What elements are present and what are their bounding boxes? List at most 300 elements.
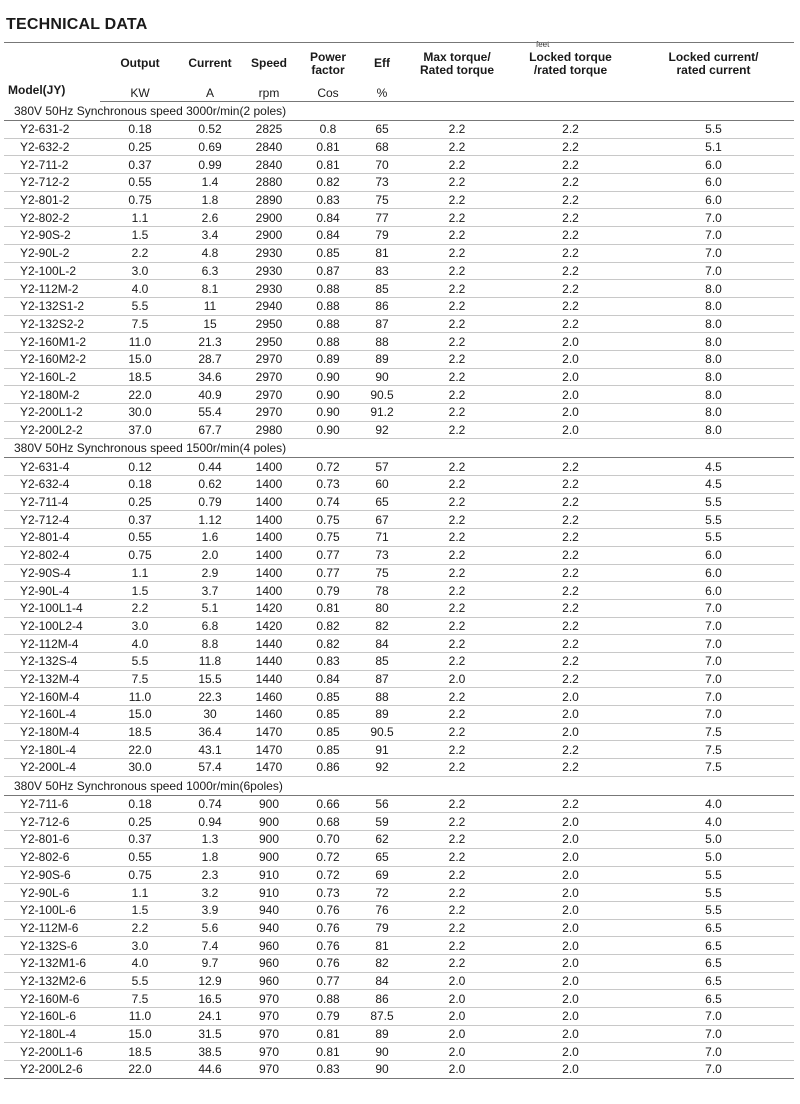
model-cell: Y2-90L-4	[4, 582, 100, 600]
locked-current-cell: 5.5	[633, 493, 794, 511]
model-cell: Y2-180M-4	[4, 723, 100, 741]
power-factor-cell: 0.82	[298, 617, 358, 635]
locked-current-cell: 4.5	[633, 476, 794, 494]
eff-cell: 87	[358, 670, 406, 688]
table-row	[4, 1008, 794, 1026]
model-cell: Y2-180M-2	[4, 386, 100, 404]
current-cell: 1.8	[180, 191, 240, 209]
locked-current-cell: 6.5	[633, 919, 794, 937]
table-row	[4, 350, 794, 368]
speed-cell: 2970	[240, 368, 298, 386]
current-cell: 6.8	[180, 617, 240, 635]
eff-cell: 89	[358, 706, 406, 724]
output-cell: 18.5	[100, 723, 180, 741]
power-factor-cell: 0.77	[298, 564, 358, 582]
eff-cell: 73	[358, 546, 406, 564]
header-unit-row	[4, 84, 794, 102]
table-row	[4, 652, 794, 670]
model-cell: Y2-711-2	[4, 156, 100, 174]
model-cell: Y2-160L-2	[4, 368, 100, 386]
model-cell: Y2-100L-2	[4, 262, 100, 280]
output-cell: 7.5	[100, 670, 180, 688]
speed-cell: 1470	[240, 723, 298, 741]
eff-cell: 88	[358, 688, 406, 706]
max-torque-cell: 2.2	[406, 937, 508, 955]
speed-cell: 1460	[240, 688, 298, 706]
speed-cell: 2980	[240, 421, 298, 439]
locked-torque-cell: 2.2	[508, 315, 633, 333]
output-cell: 4.0	[100, 280, 180, 298]
eff-cell: 76	[358, 901, 406, 919]
model-column-header: Model(JY)	[4, 43, 100, 102]
table-row	[4, 813, 794, 831]
locked-current-cell: 6.0	[633, 191, 794, 209]
current-cell: 0.44	[180, 458, 240, 476]
unit-max-torque	[406, 84, 508, 102]
locked-current-cell: 7.5	[633, 723, 794, 741]
speed-cell: 2930	[240, 244, 298, 262]
max-torque-cell: 2.0	[406, 1025, 508, 1043]
power-factor-cell: 0.79	[298, 1008, 358, 1026]
table-row	[4, 635, 794, 653]
current-cell: 1.8	[180, 848, 240, 866]
locked-current-cell: 6.0	[633, 174, 794, 192]
speed-cell: 1400	[240, 582, 298, 600]
output-cell: 2.2	[100, 244, 180, 262]
column-header-label: Output	[120, 56, 160, 70]
eff-cell: 92	[358, 421, 406, 439]
locked-torque-cell: 2.0	[508, 688, 633, 706]
max-torque-cell: 2.2	[406, 635, 508, 653]
locked-current-cell: 6.0	[633, 582, 794, 600]
locked-torque-cell: 2.2	[508, 670, 633, 688]
output-cell: 1.1	[100, 884, 180, 902]
table-row	[4, 209, 794, 227]
locked-torque-cell: 2.0	[508, 884, 633, 902]
model-cell: Y2-712-4	[4, 511, 100, 529]
output-cell: 11.0	[100, 1008, 180, 1026]
power-factor-cell: 0.88	[298, 297, 358, 315]
table-row	[4, 280, 794, 298]
locked-torque-cell: 2.2	[508, 546, 633, 564]
column-header-label: Locked current/ rated current	[668, 49, 759, 77]
power-factor-cell: 0.76	[298, 937, 358, 955]
output-cell: 22.0	[100, 1061, 180, 1079]
locked-current-cell: 7.0	[633, 635, 794, 653]
speed-cell: 960	[240, 972, 298, 990]
model-cell: Y2-160M1-2	[4, 333, 100, 351]
eff-cell: 81	[358, 244, 406, 262]
eff-cell: 86	[358, 990, 406, 1008]
model-cell: Y2-200L-4	[4, 759, 100, 777]
power-factor-cell: 0.90	[298, 421, 358, 439]
current-cell: 67.7	[180, 421, 240, 439]
table-row	[4, 795, 794, 813]
locked-current-cell: 7.0	[633, 670, 794, 688]
model-cell: Y2-712-2	[4, 174, 100, 192]
max-torque-cell: 2.2	[406, 759, 508, 777]
locked-torque-cell: 2.2	[508, 582, 633, 600]
table-row	[4, 493, 794, 511]
output-cell: 18.5	[100, 1043, 180, 1061]
table-row	[4, 262, 794, 280]
locked-torque-cell: 2.2	[508, 262, 633, 280]
model-cell: Y2-160M2-2	[4, 350, 100, 368]
current-cell: 2.3	[180, 866, 240, 884]
max-torque-cell: 2.2	[406, 723, 508, 741]
power-factor-cell: 0.70	[298, 831, 358, 849]
locked-current-cell: 4.5	[633, 458, 794, 476]
table-row	[4, 884, 794, 902]
eff-cell: 72	[358, 884, 406, 902]
locked-current-cell: 6.5	[633, 954, 794, 972]
eff-cell: 90	[358, 1061, 406, 1079]
power-factor-cell: 0.73	[298, 884, 358, 902]
model-cell: Y2-711-4	[4, 493, 100, 511]
speed-cell: 1400	[240, 546, 298, 564]
power-factor-cell: 0.87	[298, 262, 358, 280]
max-torque-cell: 2.2	[406, 227, 508, 245]
locked-torque-cell: 2.0	[508, 1061, 633, 1079]
output-cell: 0.18	[100, 476, 180, 494]
max-torque-cell: 2.2	[406, 386, 508, 404]
speed-cell: 2930	[240, 280, 298, 298]
table-row	[4, 990, 794, 1008]
power-factor-cell: 0.84	[298, 670, 358, 688]
model-cell: Y2-132S2-2	[4, 315, 100, 333]
locked-current-cell: 7.0	[633, 262, 794, 280]
eff-cell: 85	[358, 280, 406, 298]
table-row	[4, 848, 794, 866]
max-torque-cell: 2.0	[406, 990, 508, 1008]
output-cell: 1.5	[100, 901, 180, 919]
power-factor-cell: 0.81	[298, 156, 358, 174]
output-cell: 0.55	[100, 529, 180, 547]
output-cell: 0.37	[100, 156, 180, 174]
table-row	[4, 121, 794, 139]
current-cell: 11.8	[180, 652, 240, 670]
speed-cell: 1400	[240, 511, 298, 529]
model-cell: Y2-132M-4	[4, 670, 100, 688]
locked-torque-cell: 2.2	[508, 599, 633, 617]
locked-torque-cell: 2.0	[508, 972, 633, 990]
output-cell: 0.12	[100, 458, 180, 476]
power-factor-cell: 0.76	[298, 919, 358, 937]
model-cell: Y2-802-4	[4, 546, 100, 564]
eff-cell: 84	[358, 635, 406, 653]
model-cell: Y2-112M-4	[4, 635, 100, 653]
output-cell: 4.0	[100, 954, 180, 972]
locked-current-cell: 7.0	[633, 1025, 794, 1043]
max-torque-cell: 2.0	[406, 1061, 508, 1079]
eff-cell: 82	[358, 954, 406, 972]
output-cell: 0.25	[100, 493, 180, 511]
power-factor-cell: 0.81	[298, 599, 358, 617]
output-cell: 1.5	[100, 227, 180, 245]
current-cell: 28.7	[180, 350, 240, 368]
column-header-power-factor	[298, 43, 358, 85]
table-row	[4, 617, 794, 635]
power-factor-cell: 0.74	[298, 493, 358, 511]
model-cell: Y2-632-2	[4, 138, 100, 156]
locked-torque-cell: 2.0	[508, 1043, 633, 1061]
column-header-label: Power factor	[309, 49, 346, 77]
table-row	[4, 599, 794, 617]
max-torque-cell: 2.0	[406, 1008, 508, 1026]
table-row	[4, 741, 794, 759]
model-cell: Y2-90L-6	[4, 884, 100, 902]
output-cell: 5.5	[100, 972, 180, 990]
power-factor-cell: 0.85	[298, 244, 358, 262]
eff-cell: 75	[358, 564, 406, 582]
max-torque-cell: 2.2	[406, 121, 508, 139]
current-cell: 1.3	[180, 831, 240, 849]
locked-torque-cell: 2.0	[508, 954, 633, 972]
current-cell: 15	[180, 315, 240, 333]
speed-cell: 2940	[240, 297, 298, 315]
locked-torque-cell: 2.0	[508, 831, 633, 849]
max-torque-cell: 2.2	[406, 652, 508, 670]
eff-cell: 78	[358, 582, 406, 600]
speed-cell: 1440	[240, 670, 298, 688]
speed-cell: 1440	[240, 652, 298, 670]
speed-cell: 1400	[240, 564, 298, 582]
model-cell: Y2-802-6	[4, 848, 100, 866]
power-factor-cell: 0.88	[298, 280, 358, 298]
output-cell: 5.5	[100, 652, 180, 670]
current-cell: 24.1	[180, 1008, 240, 1026]
max-torque-cell: 2.2	[406, 582, 508, 600]
speed-cell: 900	[240, 848, 298, 866]
locked-torque-cell: 2.0	[508, 901, 633, 919]
unit-eff: %	[358, 84, 406, 102]
speed-cell: 940	[240, 919, 298, 937]
model-cell: Y2-132S-6	[4, 937, 100, 955]
power-factor-cell: 0.89	[298, 350, 358, 368]
power-factor-cell: 0.85	[298, 741, 358, 759]
header-label-row	[4, 43, 794, 85]
unit-output: KW	[100, 84, 180, 102]
locked-current-cell: 7.0	[633, 706, 794, 724]
section-header-row	[4, 776, 794, 795]
power-factor-cell: 0.72	[298, 848, 358, 866]
power-factor-cell: 0.72	[298, 458, 358, 476]
locked-current-cell: 6.0	[633, 564, 794, 582]
section-title: 380V 50Hz Synchronous speed 1500r/min(4 poles)	[4, 439, 794, 458]
power-factor-cell: 0.73	[298, 476, 358, 494]
locked-current-cell: 6.5	[633, 972, 794, 990]
power-factor-cell: 0.76	[298, 954, 358, 972]
output-cell: 1.1	[100, 564, 180, 582]
section-header-row	[4, 439, 794, 458]
power-factor-cell: 0.72	[298, 866, 358, 884]
eff-cell: 59	[358, 813, 406, 831]
max-torque-cell: 2.2	[406, 706, 508, 724]
model-cell: Y2-160M-4	[4, 688, 100, 706]
speed-cell: 970	[240, 1025, 298, 1043]
locked-current-cell: 7.0	[633, 617, 794, 635]
current-cell: 44.6	[180, 1061, 240, 1079]
power-factor-cell: 0.75	[298, 529, 358, 547]
model-cell: Y2-100L-6	[4, 901, 100, 919]
current-cell: 5.1	[180, 599, 240, 617]
speed-cell: 1400	[240, 529, 298, 547]
table-row	[4, 1061, 794, 1079]
model-cell: Y2-200L1-6	[4, 1043, 100, 1061]
locked-current-cell: 7.5	[633, 741, 794, 759]
speed-cell: 2840	[240, 156, 298, 174]
table-body	[4, 102, 794, 1079]
output-cell: 0.37	[100, 831, 180, 849]
max-torque-cell: 2.2	[406, 138, 508, 156]
locked-torque-cell: 2.0	[508, 404, 633, 422]
output-cell: 11.0	[100, 333, 180, 351]
current-cell: 43.1	[180, 741, 240, 759]
model-cell: Y2-200L2-2	[4, 421, 100, 439]
current-cell: 40.9	[180, 386, 240, 404]
locked-current-cell: 5.5	[633, 121, 794, 139]
locked-torque-cell: 2.2	[508, 759, 633, 777]
output-cell: 22.0	[100, 386, 180, 404]
speed-cell: 1420	[240, 617, 298, 635]
power-factor-cell: 0.88	[298, 315, 358, 333]
locked-torque-cell: 2.0	[508, 333, 633, 351]
table-row	[4, 227, 794, 245]
column-header-locked-current	[633, 43, 794, 85]
output-cell: 30.0	[100, 759, 180, 777]
eff-cell: 70	[358, 156, 406, 174]
max-torque-cell: 2.2	[406, 919, 508, 937]
current-cell: 16.5	[180, 990, 240, 1008]
max-torque-cell: 2.2	[406, 209, 508, 227]
max-torque-cell: 2.2	[406, 564, 508, 582]
locked-torque-cell: 2.2	[508, 652, 633, 670]
eff-cell: 62	[358, 831, 406, 849]
current-cell: 7.4	[180, 937, 240, 955]
locked-current-cell: 6.0	[633, 156, 794, 174]
model-cell: Y2-90S-2	[4, 227, 100, 245]
table-row	[4, 244, 794, 262]
output-cell: 22.0	[100, 741, 180, 759]
locked-current-cell: 5.5	[633, 529, 794, 547]
max-torque-cell: 2.2	[406, 831, 508, 849]
max-torque-cell: 2.2	[406, 333, 508, 351]
max-torque-cell: 2.2	[406, 368, 508, 386]
max-torque-cell: 2.2	[406, 546, 508, 564]
output-cell: 0.75	[100, 546, 180, 564]
table-row	[4, 297, 794, 315]
column-header-speed	[240, 43, 298, 85]
model-cell: Y2-132S1-2	[4, 297, 100, 315]
power-factor-cell: 0.68	[298, 813, 358, 831]
power-factor-cell: 0.79	[298, 582, 358, 600]
current-cell: 8.1	[180, 280, 240, 298]
eff-cell: 77	[358, 209, 406, 227]
output-cell: 0.25	[100, 813, 180, 831]
max-torque-cell: 2.2	[406, 156, 508, 174]
locked-torque-cell: 2.2	[508, 227, 633, 245]
output-cell: 1.5	[100, 582, 180, 600]
column-header-output	[100, 43, 180, 85]
locked-torque-cell: 2.2	[508, 244, 633, 262]
output-cell: 3.0	[100, 262, 180, 280]
locked-torque-cell: 2.2	[508, 476, 633, 494]
speed-cell: 2970	[240, 386, 298, 404]
table-row	[4, 368, 794, 386]
speed-cell: 1400	[240, 476, 298, 494]
locked-current-cell: 8.0	[633, 386, 794, 404]
model-cell: Y2-90S-4	[4, 564, 100, 582]
locked-torque-cell: 2.0	[508, 1008, 633, 1026]
locked-current-cell: 5.5	[633, 866, 794, 884]
output-cell: 1.1	[100, 209, 180, 227]
speed-cell: 1470	[240, 741, 298, 759]
table-row	[4, 458, 794, 476]
max-torque-cell: 2.2	[406, 191, 508, 209]
locked-torque-cell: 2.0	[508, 866, 633, 884]
table-row	[4, 138, 794, 156]
current-cell: 22.3	[180, 688, 240, 706]
current-cell: 0.99	[180, 156, 240, 174]
locked-torque-cell: 2.2	[508, 529, 633, 547]
eff-cell: 91	[358, 741, 406, 759]
model-cell: Y2-100L1-4	[4, 599, 100, 617]
power-factor-cell: 0.82	[298, 174, 358, 192]
locked-torque-cell: 2.2	[508, 121, 633, 139]
eff-cell: 82	[358, 617, 406, 635]
power-factor-cell: 0.83	[298, 652, 358, 670]
current-cell: 0.94	[180, 813, 240, 831]
max-torque-cell: 2.2	[406, 599, 508, 617]
current-cell: 34.6	[180, 368, 240, 386]
column-header-current	[180, 43, 240, 85]
unit-locked-torque	[508, 84, 633, 102]
eff-cell: 87	[358, 315, 406, 333]
current-cell: 0.79	[180, 493, 240, 511]
output-cell: 0.18	[100, 121, 180, 139]
current-cell: 3.2	[180, 884, 240, 902]
max-torque-cell: 2.0	[406, 1043, 508, 1061]
model-cell: Y2-711-6	[4, 795, 100, 813]
page-title: TECHNICAL DATA	[6, 16, 148, 33]
model-cell: Y2-631-4	[4, 458, 100, 476]
current-cell: 4.8	[180, 244, 240, 262]
power-factor-cell: 0.90	[298, 368, 358, 386]
speed-cell: 970	[240, 1061, 298, 1079]
output-cell: 0.25	[100, 138, 180, 156]
output-cell: 2.2	[100, 599, 180, 617]
speed-cell: 2950	[240, 333, 298, 351]
eff-cell: 91.2	[358, 404, 406, 422]
output-cell: 0.37	[100, 511, 180, 529]
current-cell: 5.6	[180, 919, 240, 937]
table-row	[4, 511, 794, 529]
eff-cell: 92	[358, 759, 406, 777]
locked-current-cell: 5.5	[633, 511, 794, 529]
output-cell: 11.0	[100, 688, 180, 706]
locked-torque-cell: 2.2	[508, 174, 633, 192]
model-cell: Y2-801-2	[4, 191, 100, 209]
max-torque-cell: 2.2	[406, 866, 508, 884]
column-header-locked-torque	[508, 43, 633, 85]
max-torque-cell: 2.2	[406, 262, 508, 280]
technical-data-table	[4, 42, 794, 1079]
eff-cell: 80	[358, 599, 406, 617]
model-cell: Y2-132M1-6	[4, 954, 100, 972]
power-factor-cell: 0.66	[298, 795, 358, 813]
locked-torque-cell: 2.2	[508, 493, 633, 511]
eff-cell: 57	[358, 458, 406, 476]
